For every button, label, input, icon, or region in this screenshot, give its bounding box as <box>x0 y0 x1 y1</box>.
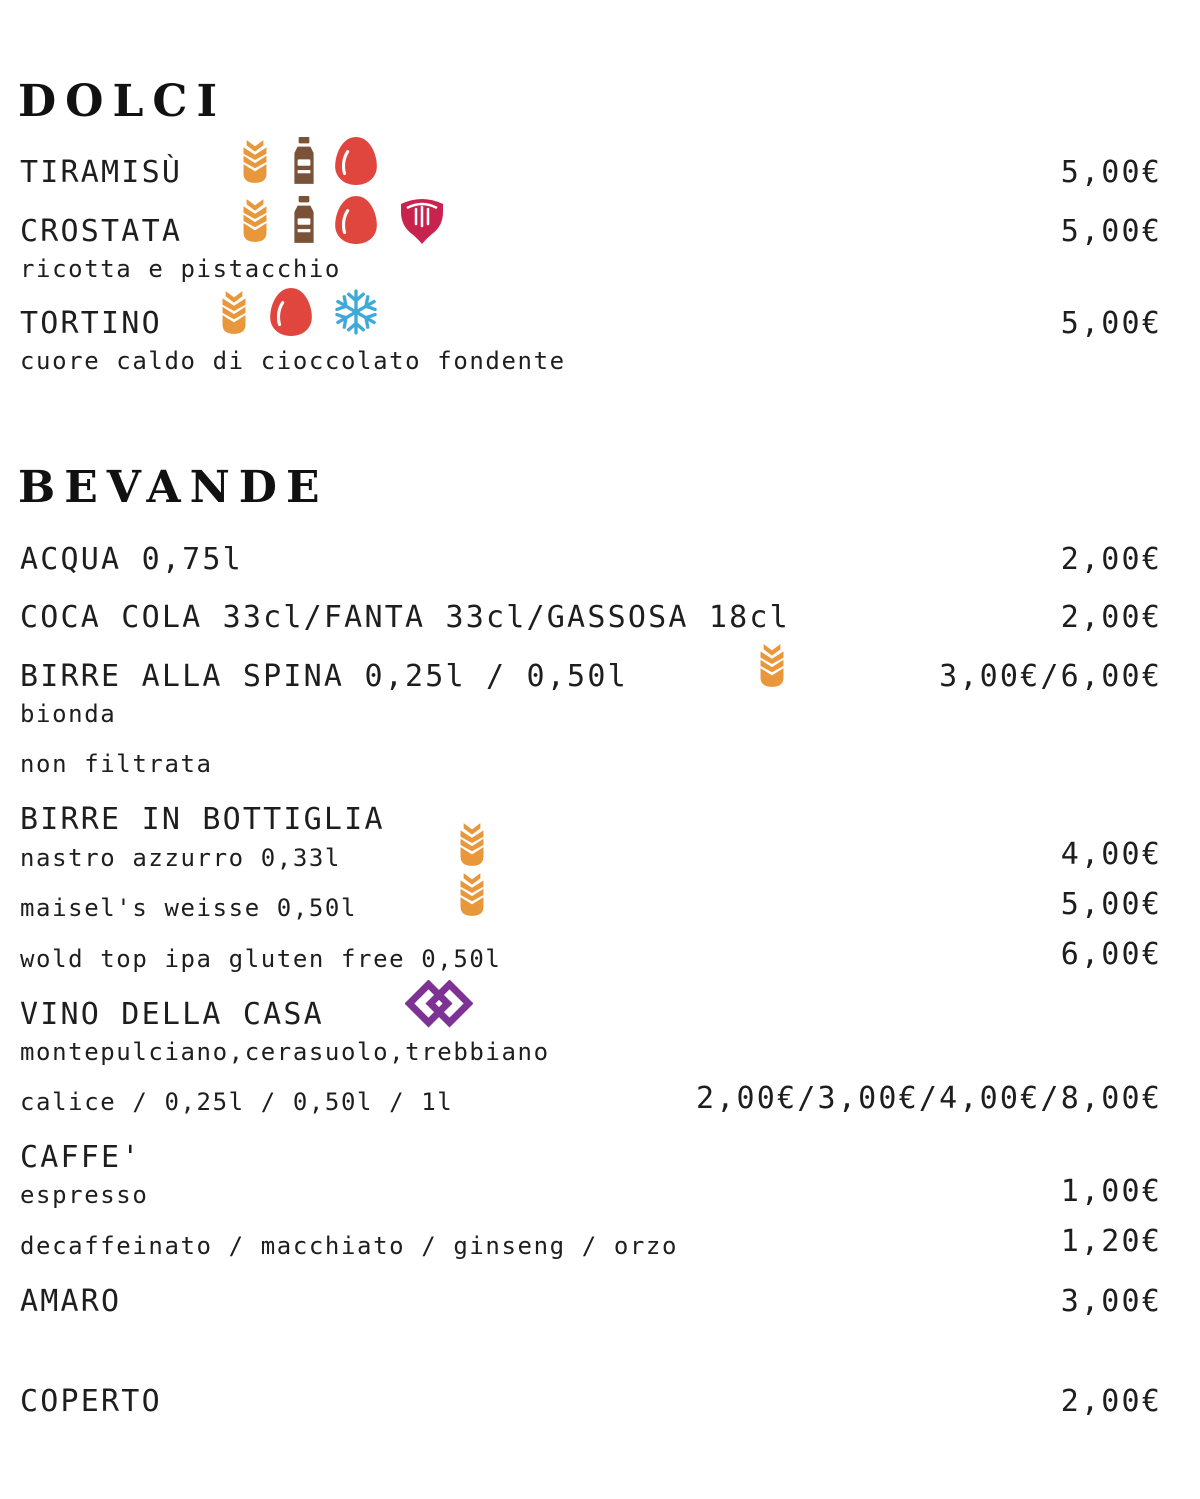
snowflake-icon <box>333 289 379 335</box>
item-price-amaro: 3,00€ <box>1060 1284 1162 1319</box>
item-price-bibite: 2,00€ <box>1060 600 1162 635</box>
variant-price-nastro-azzurro: 4,00€ <box>1060 837 1162 872</box>
item-name-birre-spina: BIRRE ALLA SPINA 0,25l / 0,50l <box>20 659 628 694</box>
wheat-icon <box>241 137 269 185</box>
item-name-vino: VINO DELLA CASA <box>20 997 324 1032</box>
wheat-icon <box>458 870 486 918</box>
item-name-tiramisu: TIRAMISÙ <box>20 155 183 190</box>
item-desc-crostata: ricotta e pistacchio <box>20 255 341 283</box>
item-price-vino: 2,00€/3,00€/4,00€/8,00€ <box>695 1081 1162 1116</box>
item-name-crostata: CROSTATA <box>20 214 183 249</box>
wheat-icon <box>458 820 486 868</box>
variant-label-espresso: espresso <box>20 1181 149 1209</box>
variant-label-wold-top: wold top ipa gluten free 0,50l <box>20 945 502 973</box>
variant-price-espresso: 1,00€ <box>1060 1174 1162 1209</box>
item-name-caffe: CAFFE' <box>20 1140 142 1175</box>
wheat-icon <box>220 288 248 336</box>
item-price-acqua: 2,00€ <box>1060 542 1162 577</box>
section-title-bevande: BEVANDE <box>18 462 329 513</box>
coperto-price: 2,00€ <box>1060 1384 1162 1419</box>
item-formats-vino: calice / 0,25l / 0,50l / 1l <box>20 1088 454 1116</box>
item-name-acqua: ACQUA 0,75l <box>20 542 243 577</box>
variant-label-decaffeinato: decaffeinato / macchiato / ginseng / orzo <box>20 1232 679 1260</box>
item-name-amaro: AMARO <box>20 1284 122 1319</box>
item-desc-non-filtrata: non filtrata <box>20 750 213 778</box>
item-name-birre-bottiglia: BIRRE IN BOTTIGLIA <box>20 802 385 837</box>
variant-label-maisels-weisse: maisel's weisse 0,50l <box>20 894 358 922</box>
item-price-crostata: 5,00€ <box>1060 214 1162 249</box>
variant-price-wold-top: 6,00€ <box>1060 937 1162 972</box>
milk-bottle-icon <box>293 137 315 185</box>
egg-icon <box>335 195 377 245</box>
section-title-dolci: DOLCI <box>18 76 227 127</box>
item-desc-vino: montepulciano,cerasuolo,trebbiano <box>20 1038 550 1066</box>
egg-icon <box>270 287 312 337</box>
item-price-birre-spina: 3,00€/6,00€ <box>939 659 1162 694</box>
egg-icon <box>335 136 377 186</box>
item-desc-tortino: cuore caldo di cioccolato fondente <box>20 347 566 375</box>
item-name-tortino: TORTINO <box>20 306 162 341</box>
coperto-label: COPERTO <box>20 1384 162 1419</box>
wheat-icon <box>241 196 269 244</box>
wheat-icon <box>758 641 786 689</box>
item-price-tiramisu: 5,00€ <box>1060 155 1162 190</box>
variant-label-nastro-azzurro: nastro azzurro 0,33l <box>20 844 341 872</box>
sulphites-icon <box>405 980 473 1028</box>
nut-icon <box>398 196 446 246</box>
milk-bottle-icon <box>293 196 315 244</box>
item-name-bibite: COCA COLA 33cl/FANTA 33cl/GASSOSA 18cl <box>20 600 790 635</box>
variant-price-decaffeinato: 1,20€ <box>1060 1224 1162 1259</box>
variant-price-maisels-weisse: 5,00€ <box>1060 887 1162 922</box>
item-price-tortino: 5,00€ <box>1060 306 1162 341</box>
item-desc-bionda: bionda <box>20 700 117 728</box>
